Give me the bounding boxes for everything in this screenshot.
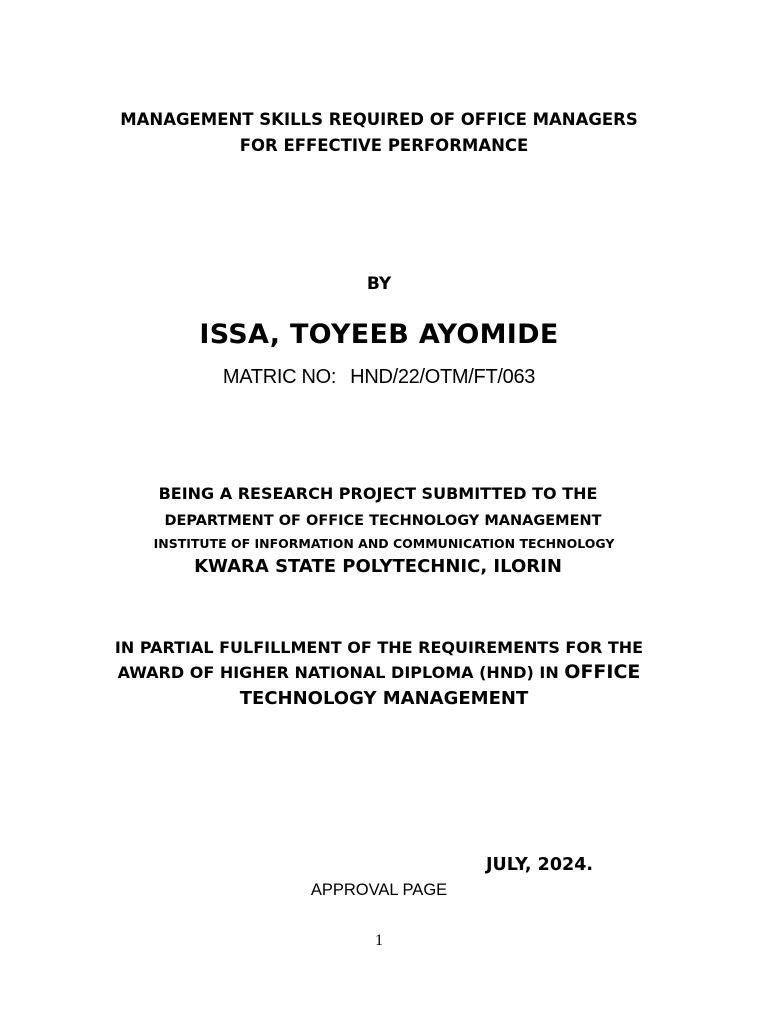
title-line-2: FOR EFFECTIVE PERFORMANCE	[239, 136, 529, 155]
page-number: 1	[375, 932, 383, 949]
department-name: DEPARTMENT OF OFFICE TECHNOLOGY MANAGEMENT	[164, 513, 602, 529]
requirement-line-2-office: OFFICE	[564, 661, 641, 683]
requirement-line-2	[0, 661, 763, 683]
matric-number	[0, 366, 763, 389]
approval-page-heading: APPROVAL PAGE	[310, 881, 448, 899]
requirement-line-3: TECHNOLOGY MANAGEMENT	[239, 688, 529, 709]
matric-value: HND/22/OTM/FT/063	[350, 366, 536, 388]
polytechnic-name: KWARA STATE POLYTECHNIC, ILORIN	[194, 556, 562, 577]
submission-line-1: BEING A RESEARCH PROJECT SUBMITTED TO THE	[158, 484, 598, 503]
requirement-line-2-text: AWARD OF HIGHER NATIONAL DIPLOMA (HND) IN	[117, 663, 559, 682]
institute-name: INSTITUTE OF INFORMATION AND COMMUNICATION TECHNOLOGY	[153, 536, 615, 551]
submission-date: JULY, 2024.	[486, 855, 594, 875]
by-label: BY	[366, 274, 392, 294]
title-line-1: MANAGEMENT SKILLS REQUIRED OF OFFICE MANAGERS	[120, 110, 638, 129]
requirement-line-1: IN PARTIAL FULFILLMENT OF THE REQUIREMENTS FOR THE	[114, 638, 644, 657]
matric-label: MATRIC NO:	[222, 366, 337, 388]
author-name: ISSA, TOYEEB AYOMIDE	[199, 319, 559, 350]
